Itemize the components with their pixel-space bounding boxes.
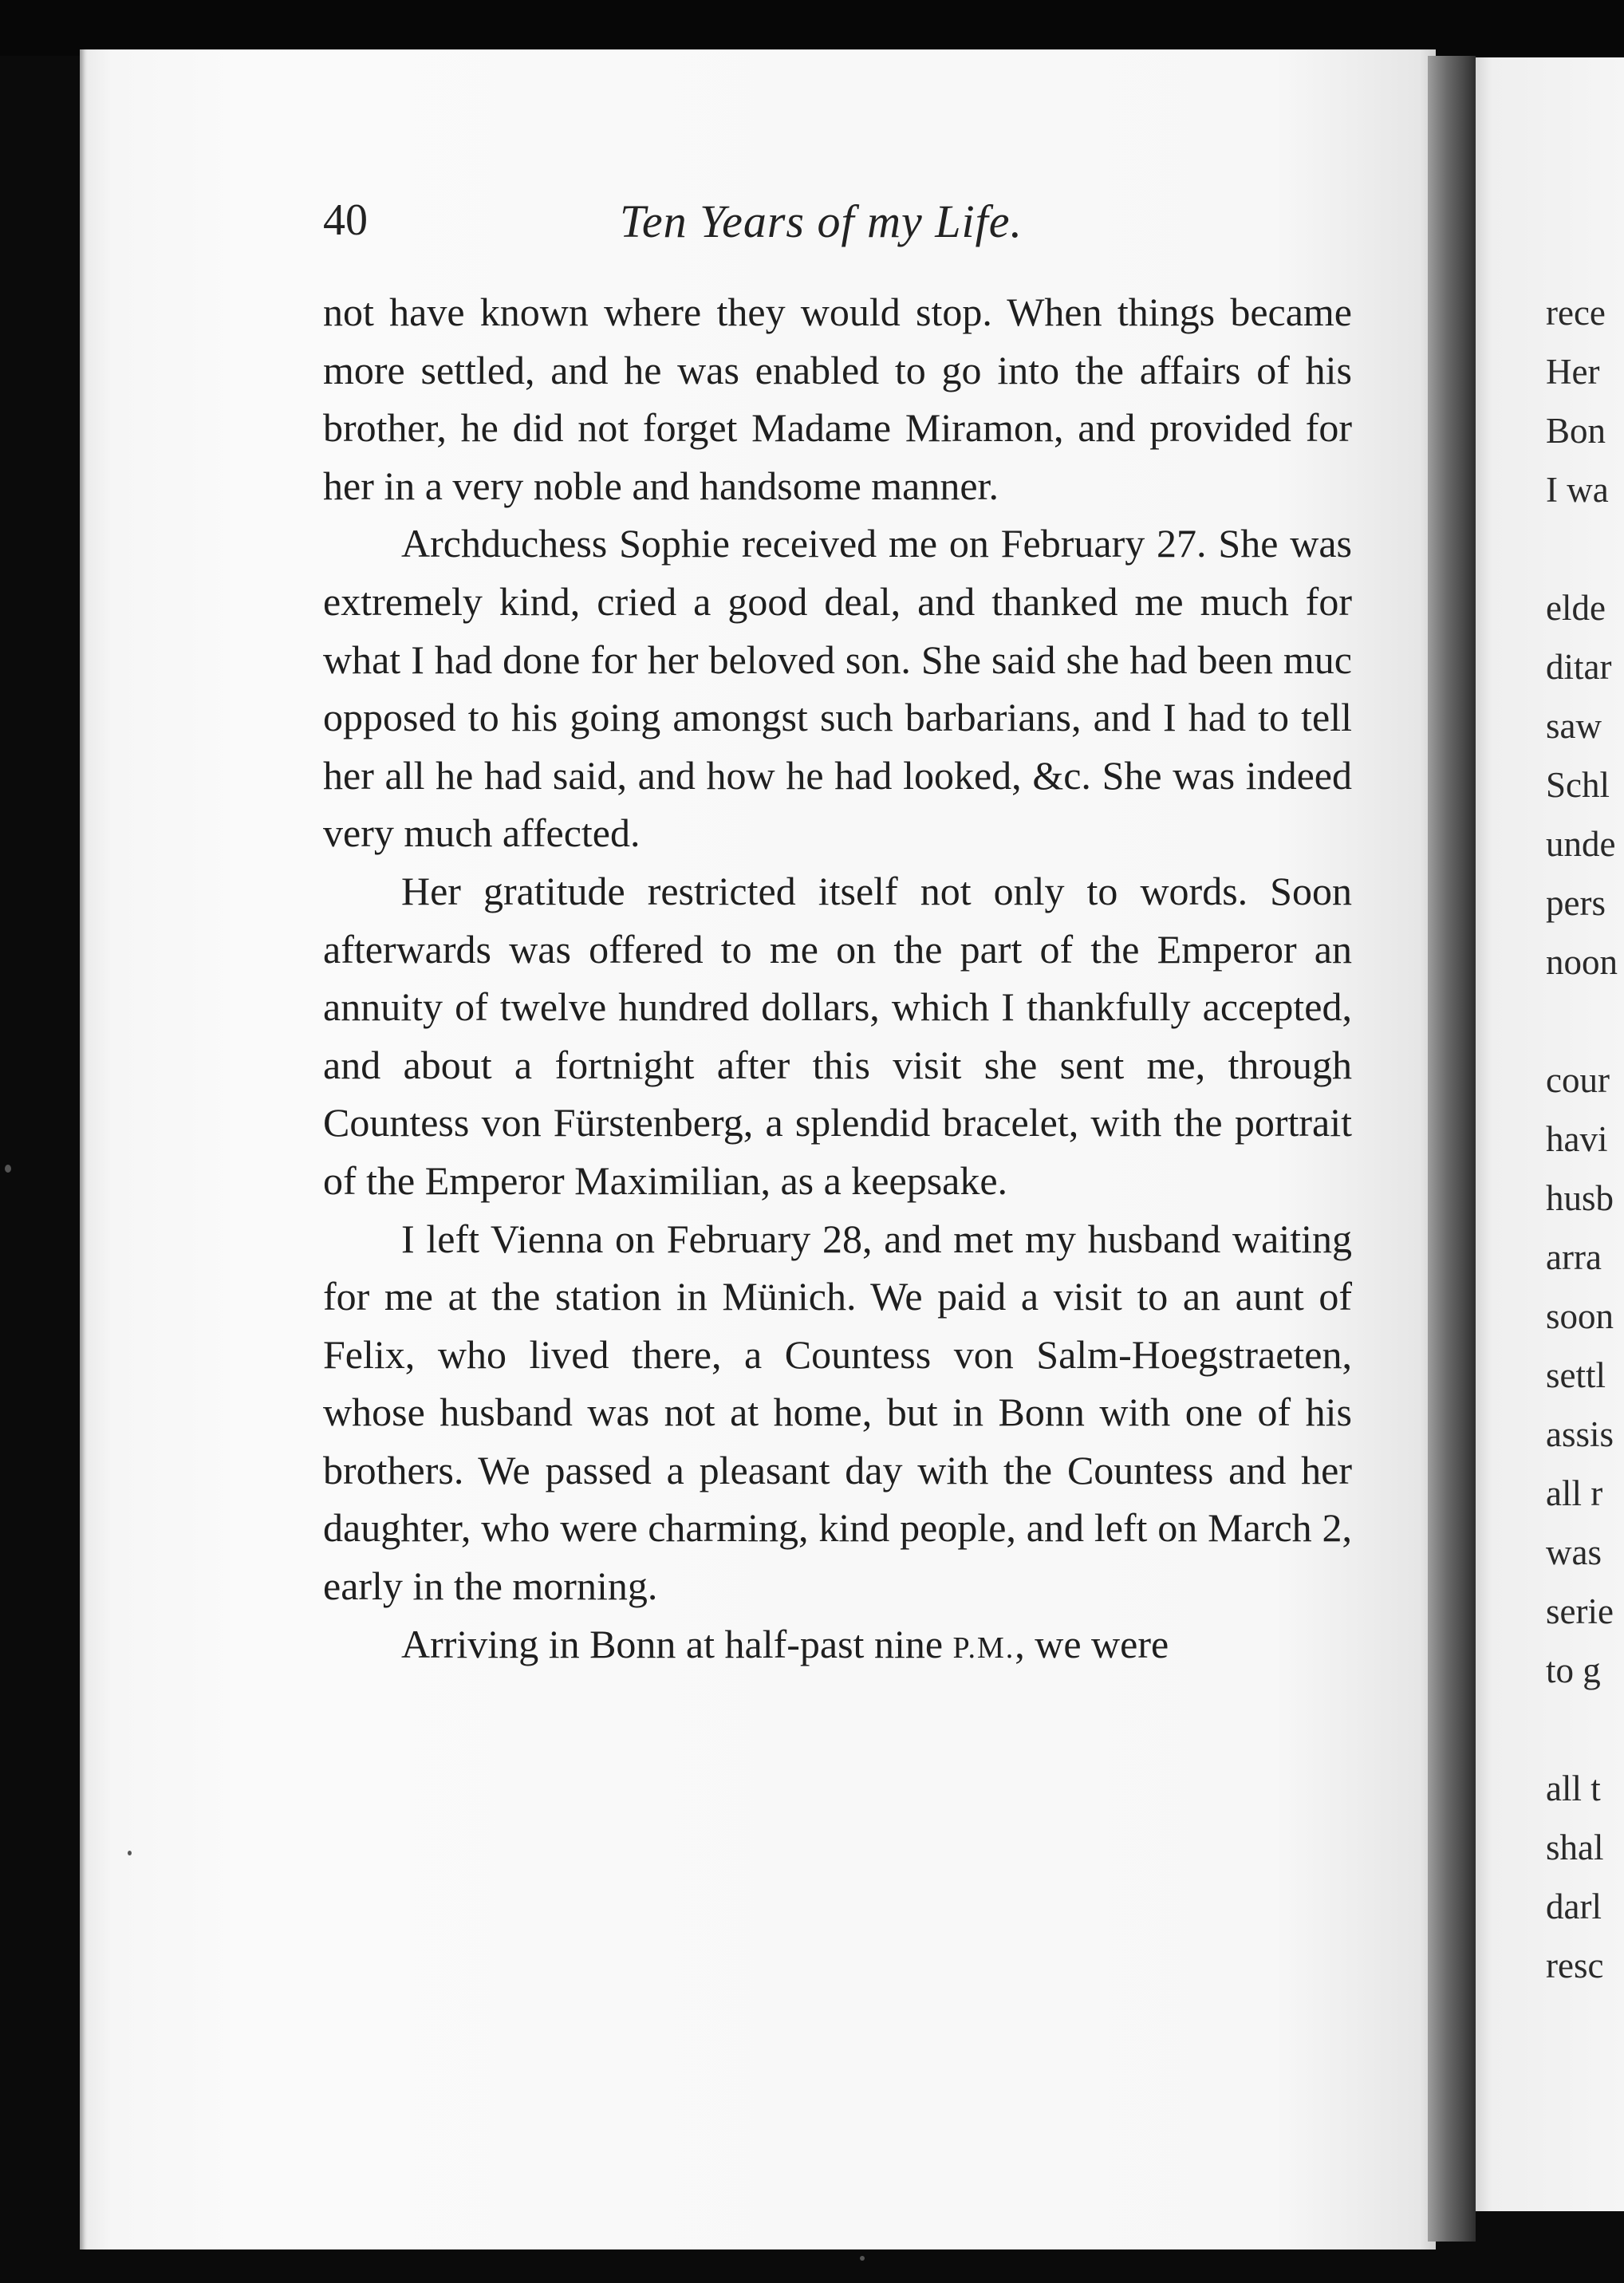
time-abbreviation: P.M. xyxy=(952,1630,1015,1665)
facing-line: rece xyxy=(1546,293,1606,333)
page-number: 40 xyxy=(323,195,368,245)
facing-line: settl xyxy=(1546,1355,1606,1395)
facing-line: shal xyxy=(1546,1828,1604,1867)
facing-line: elde xyxy=(1546,588,1606,628)
facing-line xyxy=(1546,1700,1624,1759)
facing-line: was xyxy=(1546,1532,1602,1572)
facing-line xyxy=(1546,519,1624,578)
facing-line: noon xyxy=(1546,942,1618,982)
facing-line: unde xyxy=(1546,824,1616,864)
paragraph: Archduchess Sophie received me on February 27. She was extremely kind, cried a good deal, and thanked me much for what I had done for her beloved son. She said she had been muc opposed to his going amongst such barbarians, and I had to tell her all he had said, and how he had looked, &c. She was indeed very much affected. xyxy=(323,521,1352,856)
scan-speck xyxy=(5,1165,11,1173)
facing-line: cour xyxy=(1546,1060,1610,1100)
paragraph: not have known where they would stop. When things became more settled, and he was enabled to go into the affairs of his brother, he did not forget Madame Miramon, and provided for her in a very noble and handsome manner. xyxy=(323,290,1352,508)
paragraph-text: Arriving in Bonn at half-past nine xyxy=(401,1621,953,1666)
scan-background xyxy=(0,0,1624,56)
book-gutter-shadow xyxy=(1428,56,1476,2242)
paragraph-text: , we were xyxy=(1015,1621,1169,1666)
scan-speck xyxy=(860,2256,865,2261)
facing-line: all t xyxy=(1546,1768,1601,1808)
facing-line: darl xyxy=(1546,1887,1602,1926)
facing-line: Her xyxy=(1546,352,1600,392)
facing-page-text xyxy=(1546,283,1624,1995)
facing-line: pers xyxy=(1546,883,1606,923)
facing-line: serie xyxy=(1546,1591,1614,1631)
facing-line: Schl xyxy=(1546,765,1610,805)
facing-line: to g xyxy=(1546,1650,1601,1690)
facing-line xyxy=(1546,992,1624,1051)
facing-line: havi xyxy=(1546,1119,1608,1159)
facing-line: assis xyxy=(1546,1414,1614,1454)
scan-speck xyxy=(128,1851,132,1855)
facing-line: Bon xyxy=(1546,411,1606,451)
facing-line: all r xyxy=(1546,1473,1603,1513)
facing-line: resc xyxy=(1546,1946,1604,1985)
paragraph: Her gratitude restricted itself not only to words. Soon afterwards was offered to me on the part of the Emperor an annuity of twelve hundred dollars, which I thankfully accepted, and about a fortnight after this visit she sent me, through Countess von Fürstenberg, a splendid bracelet, with the portrait of the Emperor Maximilian, as a keepsake. xyxy=(323,868,1352,1203)
paragraph: I left Vienna on February 28, and met my husband waiting for me at the station in Münich. We paid a visit to an aunt of Felix, who lived there, a Countess von Salm-Hoegstraeten, whose husband was not at home, but in Bonn with one of his brothers. We passed a pleasant day with the Countess and her daughter, who were charming, kind people, and left on March 2, early in the morning. xyxy=(323,1216,1352,1609)
facing-line: arra xyxy=(1546,1237,1602,1277)
facing-line: soon xyxy=(1546,1296,1614,1336)
facing-line: I wa xyxy=(1546,470,1609,510)
paragraph xyxy=(323,1615,1352,1678)
page-header xyxy=(323,195,1352,258)
facing-line: husb xyxy=(1546,1178,1614,1218)
facing-line: saw xyxy=(1546,706,1602,746)
facing-line: ditar xyxy=(1546,647,1612,687)
running-title: Ten Years of my Life. xyxy=(620,195,1023,247)
page-body xyxy=(323,283,1352,1677)
